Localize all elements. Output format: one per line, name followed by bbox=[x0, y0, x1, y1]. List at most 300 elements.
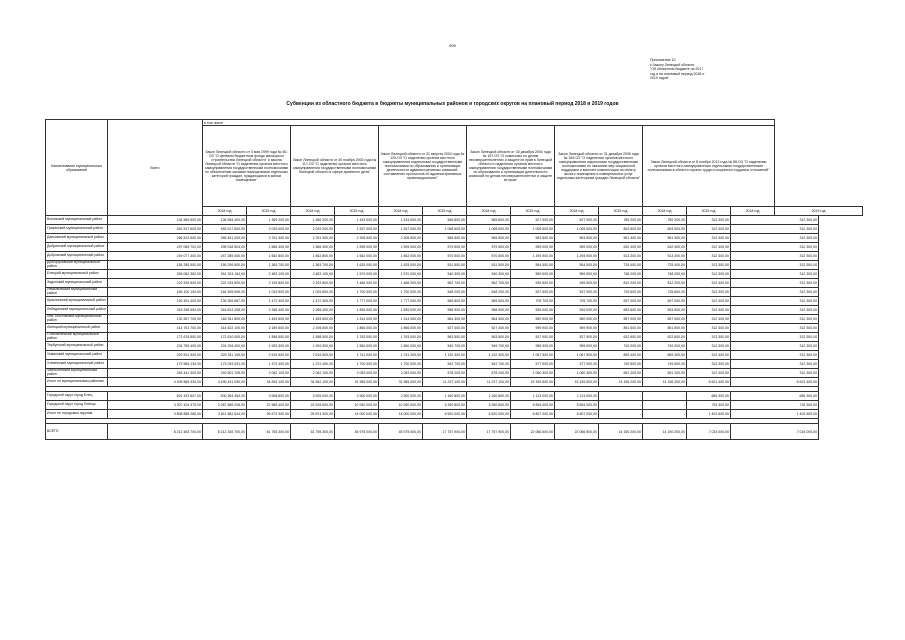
row-value: 705 700,00 bbox=[511, 297, 555, 306]
row-value: 312 300,00 bbox=[687, 369, 731, 378]
row-value: 1 372 400,00 bbox=[291, 360, 335, 369]
row-name: Задонский муниципальный район bbox=[46, 279, 108, 288]
row-value: 7 024 000,00 bbox=[687, 424, 731, 440]
year-header: 2019 год bbox=[511, 207, 555, 216]
row-value: 748 200,00 bbox=[643, 270, 687, 279]
row-value: 2 265 400,00 bbox=[247, 306, 291, 315]
row-value: 22 066 500,00 bbox=[511, 424, 555, 440]
table-row bbox=[46, 216, 863, 225]
row-value: 329 331 195,00 bbox=[203, 351, 247, 360]
table-row bbox=[46, 369, 863, 378]
row-value: 2 900 000,00 bbox=[335, 392, 379, 401]
row-value: 4 490 441 090,00 bbox=[203, 378, 247, 387]
row-value: 312 300,00 bbox=[687, 225, 731, 234]
row-value: 224 294 400,00 bbox=[203, 342, 247, 351]
row-value: 689 300,00 bbox=[731, 392, 819, 401]
row-value: 2 761 300,00 bbox=[247, 234, 291, 243]
row-value: 5 894 000,00 bbox=[511, 401, 555, 410]
row-value: - bbox=[599, 392, 643, 401]
row-value: 3 811 582 644,00 bbox=[203, 410, 247, 419]
row-value: 1 777 000,00 bbox=[379, 297, 423, 306]
row-value: 1 763 000,00 bbox=[335, 333, 379, 342]
row-value: 1 537 000,00 bbox=[335, 225, 379, 234]
row-value: 312 300,00 bbox=[687, 315, 731, 324]
row-value: 1 067 500,00 bbox=[555, 351, 599, 360]
row-value: - bbox=[643, 401, 687, 410]
row-value: 329 531 900,00 bbox=[108, 351, 203, 360]
row-value: 312 300,00 bbox=[731, 351, 819, 360]
row-value: 312 300,00 bbox=[687, 279, 731, 288]
row-value: 414 522 100,00 bbox=[203, 324, 247, 333]
row-value: 172 678 800,00 bbox=[108, 333, 203, 342]
row-value: 312 300,00 bbox=[731, 279, 819, 288]
row-value: 312 300,00 bbox=[687, 252, 731, 261]
row-value: 6 520 000,00 bbox=[423, 410, 467, 419]
row-value: 1 363 700,00 bbox=[247, 261, 291, 270]
row-value: 31 965 000,00 bbox=[335, 378, 379, 387]
year-header: 2019 год bbox=[687, 207, 731, 216]
header-name: Наименование муниципальных образований bbox=[46, 120, 108, 216]
row-value: 14 156 200,00 bbox=[599, 378, 643, 387]
row-value: 15 159 500,00 bbox=[511, 378, 555, 387]
row-value: 749 200,00 bbox=[643, 342, 687, 351]
row-value: 3 307 424 379,00 bbox=[108, 401, 203, 410]
row-value: 1 700 000,00 bbox=[335, 360, 379, 369]
row-value: 565 500,00 bbox=[423, 297, 467, 306]
row-value: 2 265 400,00 bbox=[291, 306, 335, 315]
row-value: 725 600,00 bbox=[599, 288, 643, 297]
row-value: 7 024 000,00 bbox=[731, 424, 819, 440]
row-value: 1 595 000,00 bbox=[379, 243, 423, 252]
row-name: Измалковский муниципальный район bbox=[46, 288, 108, 297]
row-value: 653 500,00 bbox=[643, 306, 687, 315]
row-value: 2 483 100,00 bbox=[291, 270, 335, 279]
appendix-line: "Об областном бюджете на 2017 bbox=[650, 67, 704, 72]
row-value: 249 501 705,00 bbox=[203, 369, 247, 378]
row-value: 266 513 500,00 bbox=[108, 234, 203, 243]
row-value: 548 200,00 bbox=[467, 288, 511, 297]
row-value: 3 287 688 208,00 bbox=[203, 401, 247, 410]
year-header: 2018 год bbox=[467, 207, 511, 216]
row-value: 1 453 600,00 bbox=[247, 315, 291, 324]
row-value: 803 500,00 bbox=[599, 225, 643, 234]
row-value: 1 662 800,00 bbox=[291, 252, 335, 261]
row-value: 563 500,00 bbox=[555, 234, 599, 243]
row-name: Чаплыгинский муниципальный район bbox=[46, 369, 108, 378]
row-value: 22 985 400,00 bbox=[247, 401, 291, 410]
row-value: 558 900,00 bbox=[467, 306, 511, 315]
row-value: 1 060 300,00 bbox=[555, 369, 599, 378]
row-value: 733 300,00 bbox=[731, 401, 819, 410]
row-value: 563 500,00 bbox=[423, 333, 467, 342]
row-value: 812 200,00 bbox=[643, 279, 687, 288]
table-row bbox=[46, 392, 863, 401]
row-value: 577 900,00 bbox=[511, 360, 555, 369]
row-value: 312 300,00 bbox=[687, 261, 731, 270]
row-value: 135 554 400,00 bbox=[203, 216, 247, 225]
row-value: 249 441 300,00 bbox=[108, 369, 203, 378]
row-value: 939 500,00 bbox=[511, 279, 555, 288]
row-value: 577 900,00 bbox=[555, 360, 599, 369]
row-value: 564 300,00 bbox=[467, 315, 511, 324]
row-value: 548 200,00 bbox=[423, 288, 467, 297]
row-value: 6 807 000,00 bbox=[511, 410, 555, 419]
row-value: - bbox=[643, 392, 687, 401]
row-value: 549 700,00 bbox=[467, 342, 511, 351]
row-value: 1 558 500,00 bbox=[247, 333, 291, 342]
row-value: 939 500,00 bbox=[555, 279, 599, 288]
row-name: Долгоруковский муниципальный район bbox=[46, 261, 108, 270]
year-header: 2018 год bbox=[291, 207, 335, 216]
row-value: 1 777 000,00 bbox=[335, 297, 379, 306]
row-value: 1 366 200,00 bbox=[291, 216, 335, 225]
row-value: 1 560 000,00 bbox=[379, 342, 423, 351]
row-name: Добровский муниципальный район bbox=[46, 252, 108, 261]
row-value: 222 525 600,00 bbox=[108, 279, 203, 288]
row-value: 312 300,00 bbox=[731, 369, 819, 378]
row-value: 513 200,00 bbox=[643, 252, 687, 261]
row-value: 1 433 000,00 bbox=[379, 216, 423, 225]
row-name: Хлевенский муниципальный район bbox=[46, 360, 108, 369]
row-value: 312 300,00 bbox=[731, 261, 819, 270]
row-value: 1 314 000,00 bbox=[379, 315, 423, 324]
table-row bbox=[46, 279, 863, 288]
table-row bbox=[46, 243, 863, 252]
row-value: 2 519 500,00 bbox=[247, 351, 291, 360]
row-value: 8 212 483 700,00 bbox=[108, 424, 203, 440]
row-value: 559 500,00 bbox=[511, 270, 555, 279]
row-value: 297 065 702,00 bbox=[108, 243, 203, 252]
row-value: 579 500,00 bbox=[467, 243, 511, 252]
row-value: 2 519 500,00 bbox=[291, 351, 335, 360]
row-value: 531 500,00 bbox=[423, 261, 467, 270]
year-header: 2019 год bbox=[423, 207, 467, 216]
row-name: Итого по муниципальным районам bbox=[46, 378, 108, 387]
row-value: 312 300,00 bbox=[731, 243, 819, 252]
table-row bbox=[46, 270, 863, 279]
row-value: 14 000 000,00 bbox=[379, 410, 423, 419]
row-value: - bbox=[599, 410, 643, 419]
row-value: 1 098 600,00 bbox=[423, 225, 467, 234]
row-value: 1 098 600,00 bbox=[467, 225, 511, 234]
row-value: 1 466 000,00 bbox=[379, 279, 423, 288]
row-value: 851 600,00 bbox=[643, 324, 687, 333]
row-value: 61 755 300,00 bbox=[247, 424, 291, 440]
row-value: 1 662 000,00 bbox=[335, 252, 379, 261]
row-value: 172 810 000,00 bbox=[203, 333, 247, 342]
row-value: 565 500,00 bbox=[423, 234, 467, 243]
row-value: 2 029 200,00 bbox=[291, 225, 335, 234]
row-value: 578 200,00 bbox=[467, 369, 511, 378]
row-value: 537 900,00 bbox=[555, 333, 599, 342]
row-value: 312 300,00 bbox=[731, 333, 819, 342]
row-value: 851 600,00 bbox=[599, 324, 643, 333]
page-number: 999 bbox=[449, 43, 456, 48]
row-value: 1 113 000,00 bbox=[511, 392, 555, 401]
row-value: 312 300,00 bbox=[687, 306, 731, 315]
row-value: 312 300,00 bbox=[731, 270, 819, 279]
row-value: 632 400,00 bbox=[599, 243, 643, 252]
row-value: - bbox=[599, 401, 643, 410]
row-value: 749 500,00 bbox=[599, 360, 643, 369]
row-value: 1 466 000,00 bbox=[335, 279, 379, 288]
row-value: 312 300,00 bbox=[731, 324, 819, 333]
row-value: 562 700,00 bbox=[467, 279, 511, 288]
row-value: 14 150 200,00 bbox=[643, 424, 687, 440]
row-value: 1 839 000,00 bbox=[335, 306, 379, 315]
row-name: Тербунский муниципальный район bbox=[46, 342, 108, 351]
row-value: 527 900,00 bbox=[511, 216, 555, 225]
row-value: 562 700,00 bbox=[423, 279, 467, 288]
row-value: 312 300,00 bbox=[731, 252, 819, 261]
row-value: 500 354 354,00 bbox=[203, 392, 247, 401]
row-name: Лебедянский муниципальный район bbox=[46, 306, 108, 315]
row-value: 4 405 569 434,00 bbox=[108, 378, 203, 387]
row-value: 2 062 100,00 bbox=[247, 369, 291, 378]
row-value: 61 755 300,00 bbox=[291, 424, 335, 440]
row-value: 8 212 345 700,00 bbox=[203, 424, 247, 440]
row-value: 295 918 504,00 bbox=[203, 243, 247, 252]
row-value: 312 300,00 bbox=[687, 297, 731, 306]
row-value: 789 200,00 bbox=[643, 216, 687, 225]
row-value: 31 965 000,00 bbox=[379, 378, 423, 387]
row-value: 312 300,00 bbox=[731, 342, 819, 351]
row-value: 2 305 500,00 bbox=[379, 234, 423, 243]
row-value: 705 700,00 bbox=[555, 297, 599, 306]
row-value: 11 237 100,00 bbox=[467, 378, 511, 387]
row-value: 859 400,00 bbox=[643, 351, 687, 360]
row-value: 312 300,00 bbox=[731, 297, 819, 306]
table-row bbox=[46, 401, 863, 410]
row-value: 651 200,00 bbox=[599, 369, 643, 378]
row-value: 261 324 154,00 bbox=[203, 270, 247, 279]
table-row bbox=[46, 306, 863, 315]
row-value: 452 517 600,00 bbox=[108, 225, 203, 234]
row-value: 312 300,00 bbox=[731, 234, 819, 243]
row-value: 265 451 000,00 bbox=[203, 234, 247, 243]
table-row bbox=[46, 378, 863, 387]
row-value: 5 894 000,00 bbox=[555, 401, 599, 410]
row-value: 1 700 000,00 bbox=[379, 360, 423, 369]
row-value: 803 500,00 bbox=[643, 225, 687, 234]
row-value: 955 900,00 bbox=[555, 342, 599, 351]
row-value: 26 874 300,00 bbox=[291, 410, 335, 419]
row-value: 3 808 858 266,00 bbox=[108, 410, 203, 419]
row-value: 1 029 600,00 bbox=[247, 288, 291, 297]
row-value: 554 500,00 bbox=[555, 261, 599, 270]
row-value: 132 557 700,00 bbox=[108, 315, 203, 324]
table-row bbox=[46, 225, 863, 234]
row-value: 563 500,00 bbox=[467, 333, 511, 342]
row-name: Краснинский муниципальный район bbox=[46, 297, 108, 306]
row-value: 959 900,00 bbox=[555, 324, 599, 333]
row-value: 1 566 300,00 bbox=[291, 243, 335, 252]
row-value: 155 299 500,00 bbox=[203, 261, 247, 270]
row-value: 689 300,00 bbox=[687, 392, 731, 401]
header-including: в том числе bbox=[203, 120, 775, 126]
table-row bbox=[46, 351, 863, 360]
row-value: 1 866 000,00 bbox=[335, 324, 379, 333]
row-value: 1 866 000,00 bbox=[379, 324, 423, 333]
row-value: 2 029 000,00 bbox=[247, 225, 291, 234]
year-header: 2018 год bbox=[555, 207, 599, 216]
row-value: 570 500,00 bbox=[467, 252, 511, 261]
row-value: 1 005 500,00 bbox=[555, 225, 599, 234]
row-value: 14 000 000,00 bbox=[335, 410, 379, 419]
row-value: 134 589 500,00 bbox=[108, 216, 203, 225]
table-row bbox=[46, 234, 863, 243]
row-value: 164 505 906,00 bbox=[203, 288, 247, 297]
row-name: Липецкий муниципальный район bbox=[46, 324, 108, 333]
row-value: 312 300,00 bbox=[687, 324, 731, 333]
appendix-line: 2019 годов" bbox=[650, 76, 669, 81]
year-header: 2019 год bbox=[247, 207, 291, 216]
row-value: 1 160 800,00 bbox=[467, 392, 511, 401]
row-value: 312 300,00 bbox=[731, 216, 819, 225]
row-value: 2 062 100,00 bbox=[291, 369, 335, 378]
row-value: 312 300,00 bbox=[687, 243, 731, 252]
row-value: 558 900,00 bbox=[423, 306, 467, 315]
row-value: 1 372 400,00 bbox=[247, 360, 291, 369]
row-value: 1 472 300,00 bbox=[247, 297, 291, 306]
table-row bbox=[46, 315, 863, 324]
row-value: 1 029 600,00 bbox=[291, 288, 335, 297]
row-value: 959 000,00 bbox=[511, 243, 555, 252]
row-value: 1 402 600,00 bbox=[731, 410, 819, 419]
row-value: 1 472 300,00 bbox=[291, 297, 335, 306]
row-value: 1 570 000,00 bbox=[379, 270, 423, 279]
row-value: 725 600,00 bbox=[643, 288, 687, 297]
row-value: 554 500,00 bbox=[511, 261, 555, 270]
row-value: 263 062 382,00 bbox=[108, 270, 203, 279]
row-value: 22 915 600,00 bbox=[291, 401, 335, 410]
row-value: 748 200,00 bbox=[599, 270, 643, 279]
year-header: 2018 год bbox=[379, 207, 423, 216]
row-value: 1 595 000,00 bbox=[335, 243, 379, 252]
appendix-line: к Закону Липецкой области bbox=[650, 62, 695, 67]
row-value: 537 900,00 bbox=[511, 333, 555, 342]
row-value: 632 400,00 bbox=[643, 243, 687, 252]
row-name: Елецкий муниципальный район bbox=[46, 270, 108, 279]
row-value: 513 200,00 bbox=[599, 252, 643, 261]
row-value: 5 390 800,00 bbox=[423, 401, 467, 410]
row-value: 173 565 134,00 bbox=[108, 360, 203, 369]
table-row bbox=[46, 360, 863, 369]
appendix-note bbox=[650, 58, 760, 81]
row-value: 224 759 400,00 bbox=[108, 342, 203, 351]
row-value: 315 298 594,00 bbox=[108, 306, 203, 315]
row-value: 182 511 800,00 bbox=[203, 315, 247, 324]
row-value: - bbox=[643, 410, 687, 419]
row-value: 1 294 900,00 bbox=[555, 252, 599, 261]
appendix-line: Приложение 10 bbox=[650, 58, 676, 62]
row-value: 11 237 100,00 bbox=[423, 378, 467, 387]
table-row bbox=[46, 342, 863, 351]
row-name: Усманский муниципальный район bbox=[46, 351, 108, 360]
row-value: 2 761 300,00 bbox=[291, 234, 335, 243]
row-value: 539 000,00 bbox=[511, 306, 555, 315]
year-header: 2018 год bbox=[731, 207, 775, 216]
row-value: 579 500,00 bbox=[423, 243, 467, 252]
row-name: Грязинский муниципальный район bbox=[46, 225, 108, 234]
row-value: 453 517 600,00 bbox=[203, 225, 247, 234]
appendix-line: год и на плановый период 2018 и bbox=[650, 71, 705, 76]
table-row bbox=[46, 424, 863, 440]
row-value: 312 300,00 bbox=[687, 234, 731, 243]
row-value: 26 673 300,00 bbox=[247, 410, 291, 419]
row-value: 1 060 300,00 bbox=[511, 369, 555, 378]
row-value: 2 053 000,00 bbox=[379, 369, 423, 378]
row-value: 5 621 400,00 bbox=[687, 378, 731, 387]
row-value: 1 929 300,00 bbox=[247, 342, 291, 351]
row-value: 34 692 100,00 bbox=[247, 378, 291, 387]
table-row bbox=[46, 410, 863, 419]
row-value: 501 433 807,00 bbox=[108, 392, 203, 401]
row-value: 1 625 000,00 bbox=[335, 261, 379, 270]
row-value: 539 000,00 bbox=[555, 306, 599, 315]
row-value: 139 359 687,00 bbox=[203, 297, 247, 306]
row-value: 651 200,00 bbox=[643, 369, 687, 378]
row-value: 34 562 100,00 bbox=[291, 378, 335, 387]
row-value: 312 300,00 bbox=[687, 216, 731, 225]
row-value: 550 900,00 bbox=[555, 315, 599, 324]
row-value: 859 400,00 bbox=[599, 351, 643, 360]
row-value: 312 300,00 bbox=[687, 270, 731, 279]
row-value: 2 900 000,00 bbox=[379, 392, 423, 401]
row-value: 312 300,00 bbox=[687, 351, 731, 360]
row-value: 5 390 800,00 bbox=[467, 401, 511, 410]
year-header: 2019 год bbox=[775, 207, 863, 216]
row-value: 1 294 900,00 bbox=[511, 252, 555, 261]
row-value: 17 757 900,00 bbox=[467, 424, 511, 440]
row-value: 3 908 800,00 bbox=[247, 392, 291, 401]
header-law: Закон Липецкой области от 30 декабря 2004 года № 167-ОЗ "О комиссиях по делам несовершеннолетних и защите их прав в Липецкой области и наделении органов местного самоуправления государственными полномочиями по образованию и организации деятельности комиссий по делам несовершеннолетних и защите их прав" bbox=[467, 126, 555, 207]
row-value: 1 662 000,00 bbox=[379, 252, 423, 261]
row-value: 1 113 000,00 bbox=[555, 392, 599, 401]
row-value: 959 900,00 bbox=[511, 324, 555, 333]
header-law: Закон Липецкой области от 31 августа 2004 года № 120-ОЗ "О наделении органов местного самоуправления отдельными государственными полномочиями по образованию и организации деятельности административных комиссий, составлению протоколов об административных правонарушениях" bbox=[379, 126, 467, 207]
row-value: 1 359 200,00 bbox=[247, 216, 291, 225]
year-header: 2018 год bbox=[643, 207, 687, 216]
row-value: 6 807 000,00 bbox=[555, 410, 599, 419]
row-value: 14 150 200,00 bbox=[599, 424, 643, 440]
row-value: 312 300,00 bbox=[687, 342, 731, 351]
row-value: 527 400,00 bbox=[423, 324, 467, 333]
row-name: Городской округ город Липецк bbox=[46, 401, 108, 410]
row-name: Становлянский муниципальный район bbox=[46, 333, 108, 342]
row-value: 22 066 500,00 bbox=[555, 424, 599, 440]
row-value: 549 700,00 bbox=[423, 342, 467, 351]
row-value: 312 300,00 bbox=[687, 360, 731, 369]
row-value: 565 800,00 bbox=[467, 216, 511, 225]
row-value: 165 100 194,00 bbox=[108, 288, 203, 297]
row-name: Городской округ город Елец bbox=[46, 392, 108, 401]
row-name: Добринский муниципальный район bbox=[46, 243, 108, 252]
table-row bbox=[46, 261, 863, 270]
row-value: 1 363 700,00 bbox=[291, 261, 335, 270]
row-value: 5 621 400,00 bbox=[731, 378, 819, 387]
header-total: Всего bbox=[108, 120, 203, 216]
row-value: 789 200,00 bbox=[599, 216, 643, 225]
row-value: 540 300,00 bbox=[423, 270, 467, 279]
row-value: 578 200,00 bbox=[423, 369, 467, 378]
row-value: 570 500,00 bbox=[423, 252, 467, 261]
row-value: 1 625 000,00 bbox=[379, 261, 423, 270]
row-value: 653 500,00 bbox=[599, 306, 643, 315]
year-header: 2019 год bbox=[335, 207, 379, 216]
row-value: 312 300,00 bbox=[731, 306, 819, 315]
row-value: 312 300,00 bbox=[731, 225, 819, 234]
